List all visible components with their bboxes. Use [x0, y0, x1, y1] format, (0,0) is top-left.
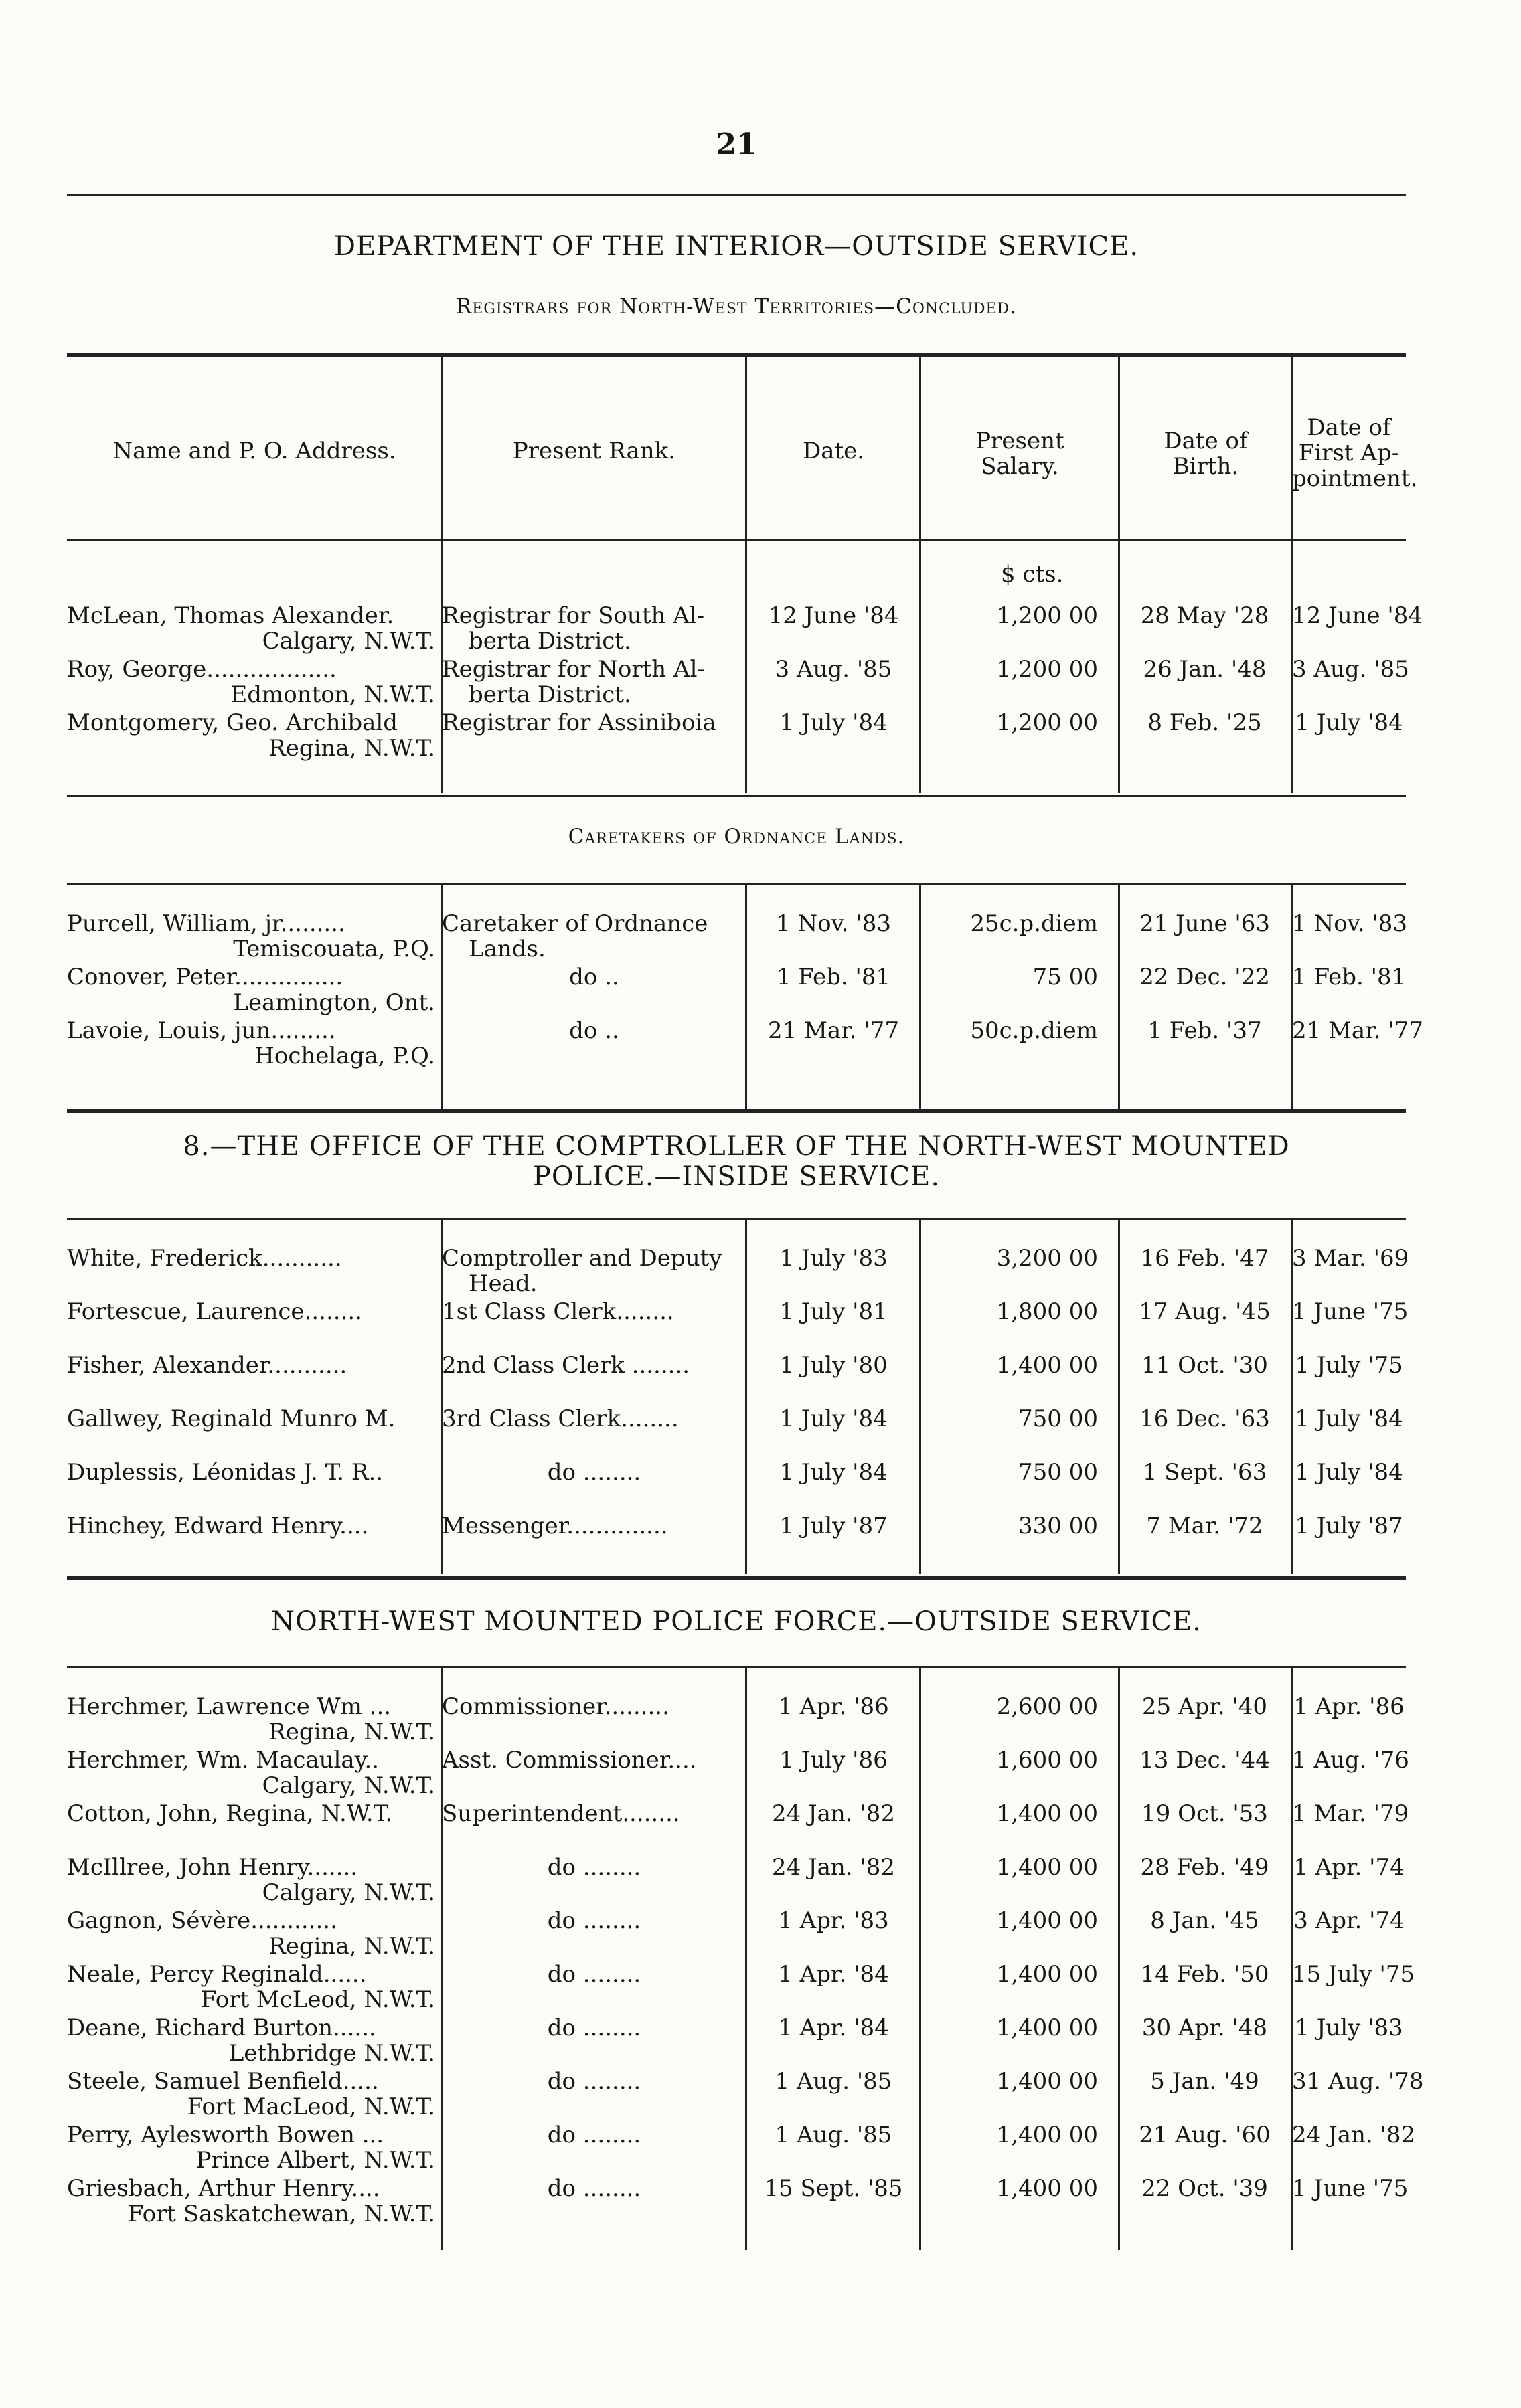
- table-row: Fisher, Alexander........... 2nd Class Clerk ........ 1 July '80 1,400 00 11 Oct. '30 1 July '75: [67, 1352, 1403, 1379]
- table-row: McLean, Thomas Alexander. Calgary, N.W.T. Registrar for South Al- berta District. 12 June '84 1,200 00 28 May '28 12 June '84: [67, 602, 1423, 655]
- col-header-name: Name and P. O. Address.: [112, 438, 396, 464]
- table-row: Herchmer, Lawrence Wm ... Regina, N.W.T. Commissioner......... 1 Apr. '86 2,600 00 25 Apr. '40 1 Apr. '86: [67, 1693, 1405, 1745]
- section-rule: [67, 795, 1406, 797]
- table-row: White, Frederick........... Comptroller and Deputy Head. 1 July '83 3,200 00 16 Feb. '47 3 Mar. '69: [67, 1245, 1409, 1297]
- table-row: McIllree, John Henry....... Calgary, N.W.T. do ........ 24 Jan. '82 1,400 00 28 Feb. '49 1 Apr. '74: [67, 1854, 1405, 1906]
- section-rule: [67, 1109, 1406, 1113]
- table-row: Deane, Richard Burton...... Lethbridge N.W.T. do ........ 1 Apr. '84 1,400 00 30 Apr. '48 1 July '83: [67, 2014, 1403, 2067]
- table-row: Neale, Percy Reginald...... Fort McLeod, N.W.T. do ........ 1 Apr. '84 1,400 00 14 Feb. '50 15 July '75: [67, 1961, 1415, 2013]
- section-rule: [67, 1666, 1406, 1668]
- table-row: Duplessis, Léonidas J. T. R.. do ........ 1 July '84 750 00 1 Sept. '63 1 July '84: [67, 1459, 1403, 1486]
- comptroller-title-line1: 8.—THE OFFICE OF THE COMPTROLLER OF THE NORTH-WEST MOUNTED: [183, 1131, 1290, 1162]
- section-rule: [67, 883, 1406, 885]
- section-rule: [67, 1576, 1406, 1580]
- col-header-appointment: [1292, 414, 1418, 492]
- table-row: Gagnon, Sévère............ Regina, N.W.T. do ........ 1 Apr. '83 1,400 00 8 Jan. '45 3 Apr. '74: [67, 1907, 1405, 1960]
- table-row: Lavoie, Louis, jun......... Hochelaga, P.Q. do .. 21 Mar. '77 50c.p.diem 1 Feb. '37 21 Mar. '77: [67, 1017, 1423, 1069]
- col-header-rank: Present Rank.: [512, 438, 676, 464]
- col-header-birth-line2: Birth.: [1172, 453, 1239, 480]
- table-row: Griesbach, Arthur Henry.... Fort Saskatchewan, N.W.T. do ........ 15 Sept. '85 1,400 00 22 Oct. '39 1 June '75: [67, 2175, 1409, 2227]
- table-row: Gallwey, Reginald Munro M. 3rd Class Clerk........ 1 July '84 750 00 16 Dec. '63 1 July '84: [67, 1405, 1403, 1432]
- department-title: DEPARTMENT OF THE INTERIOR—OUTSIDE SERVICE.: [333, 231, 1139, 262]
- currency-label: $ cts.: [1001, 561, 1064, 588]
- col-header-birth-line1: Date of: [1164, 428, 1248, 454]
- registrars-subtitle: Registrars for North-West Territories—Concluded.: [455, 294, 1018, 319]
- col-header-birth: [1119, 428, 1292, 479]
- header-bottom-rule: [67, 539, 1406, 541]
- col-header-salary: [920, 428, 1119, 479]
- col-header-appt-line1: Date of: [1307, 414, 1391, 441]
- col-header-salary-line2: Salary.: [981, 453, 1059, 480]
- col-header-appt-line3: pointment.: [1292, 465, 1418, 492]
- caretakers-subtitle: Caretakers of Ordnance Lands.: [568, 825, 905, 849]
- table-row: Roy, George.................. Edmonton, N.W.T. Registrar for North Al- berta District. 3 Aug. '85 1,200 00 26 Jan. '48 3 Aug. '85: [67, 656, 1409, 708]
- table-row: Conover, Peter............... Leamington, Ont. do .. 1 Feb. '81 75 00 22 Dec. '22 1 Feb. '81: [67, 964, 1407, 1016]
- table-row: Fortescue, Laurence........ 1st Class Clerk........ 1 July '81 1,800 00 17 Aug. '45 1 June '75: [67, 1298, 1409, 1325]
- table-row: Perry, Aylesworth Bowen ... Prince Albert, N.W.T. do ........ 1 Aug. '85 1,400 00 21 Aug. '60 24 Jan. '82: [67, 2122, 1416, 2174]
- top-rule: [67, 194, 1406, 196]
- col-header-date: Date.: [802, 438, 865, 464]
- table-row: Cotton, John, Regina, N.W.T. Superintendent........ 24 Jan. '82 1,400 00 19 Oct. '53 1 Mar. '79: [67, 1800, 1409, 1827]
- section-rule: [67, 1218, 1406, 1220]
- table-row: Herchmer, Wm. Macaulay.. Calgary, N.W.T. Asst. Commissioner.... 1 July '86 1,600 00 13 Dec. '44 1 Aug. '76: [67, 1747, 1409, 1799]
- col-header-salary-line1: Present: [975, 428, 1064, 454]
- table-row: Montgomery, Geo. Archibald Regina, N.W.T. Registrar for Assiniboia 1 July '84 1,200 00 8 Feb. '25 1 July '84: [67, 709, 1403, 762]
- comptroller-title-line2: POLICE.—INSIDE SERVICE.: [532, 1161, 941, 1192]
- table-row: Hinchey, Edward Henry.... Messenger.............. 1 July '87 330 00 7 Mar. '72 1 July '87: [67, 1513, 1403, 1539]
- page-number: 21: [716, 127, 757, 161]
- col-header-appt-line2: First Ap-: [1298, 440, 1400, 466]
- police-title: NORTH-WEST MOUNTED POLICE FORCE.—OUTSIDE SERVICE.: [271, 1606, 1202, 1637]
- table-row: Steele, Samuel Benfield..... Fort MacLeod, N.W.T. do ........ 1 Aug. '85 1,400 00 5 Jan. '49 31 Aug. '78: [67, 2068, 1424, 2120]
- table-top-rule: [67, 353, 1406, 357]
- table-row: Purcell, William, jr......... Temiscouata, P.Q. Caretaker of Ordnance Lands. 1 Nov. '83 25c.p.diem 21 June '63 1 Nov. '83: [67, 910, 1408, 962]
